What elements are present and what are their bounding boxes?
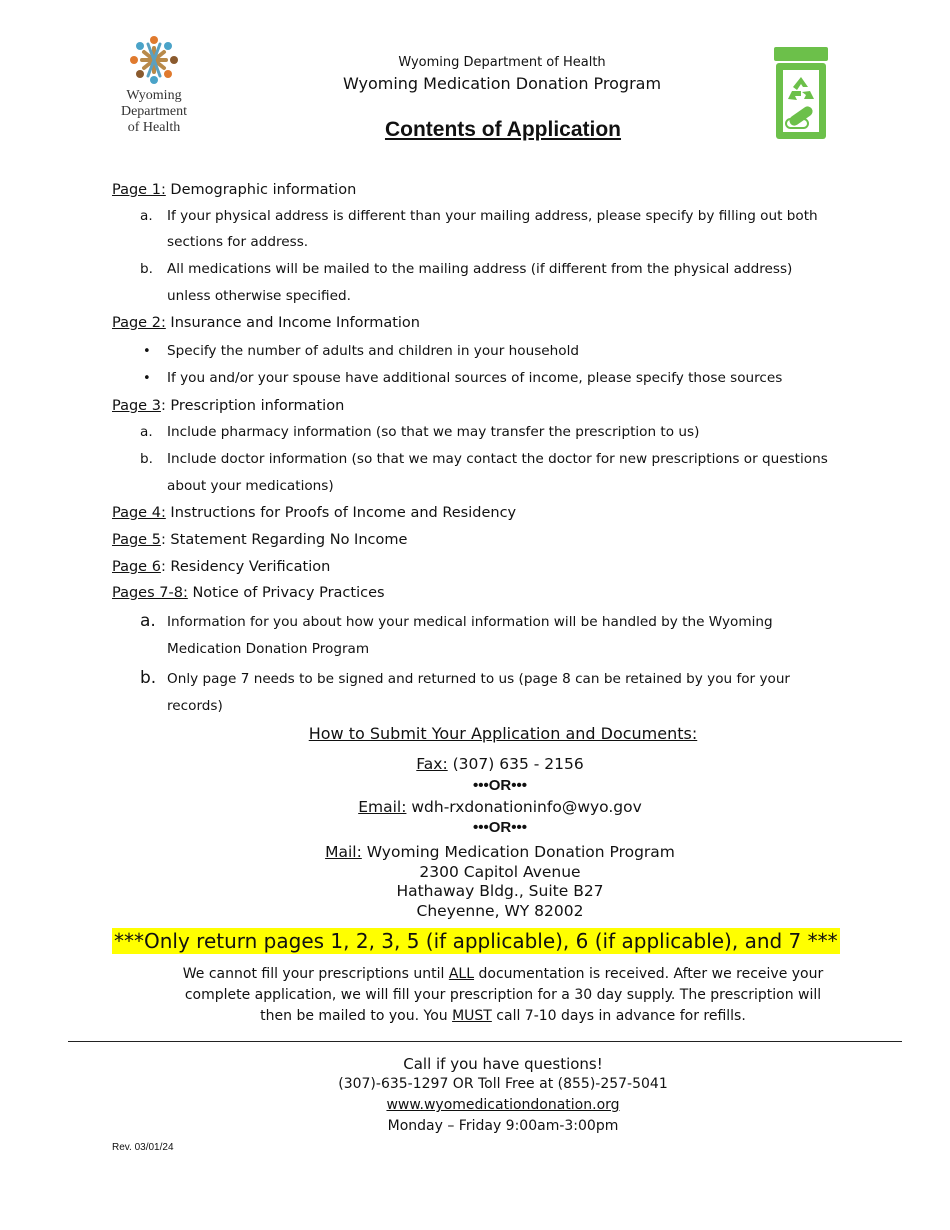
or-separator: •••OR••• xyxy=(472,777,527,794)
program-name: Wyoming Medication Donation Program xyxy=(342,74,662,93)
footer-phone: (307)-635-1297 OR Toll Free at (855)-257-5041 xyxy=(338,1076,668,1092)
section-page-4 xyxy=(112,503,516,523)
list-item-cont: unless otherwise specified. xyxy=(167,288,351,304)
footer-website xyxy=(0,1095,950,1116)
mail-street: 2300 Capitol Avenue xyxy=(419,863,581,881)
documentation-notice xyxy=(170,964,836,1027)
list-item-cont: sections for address. xyxy=(167,234,309,250)
bullet-icon: • xyxy=(143,371,151,386)
submit-heading: How to Submit Your Application and Documents: xyxy=(308,724,698,743)
email-address[interactable]: wdh-rxdonationinfo@wyo.gov xyxy=(406,798,642,816)
list-marker: b. xyxy=(140,451,153,467)
recycle-bottle-icon xyxy=(774,47,828,141)
section-pages-7-8 xyxy=(112,583,385,603)
fax-number: (307) 635 - 2156 xyxy=(447,755,584,773)
section-page-5 xyxy=(112,530,407,550)
list-marker: a. xyxy=(140,424,153,440)
fax-label: Fax: xyxy=(416,755,448,773)
section-text: : Residency Verification xyxy=(160,559,331,575)
mail-label: Mail: xyxy=(325,843,362,861)
logo-line: Wyoming xyxy=(126,88,182,103)
mail-recipient: Wyoming Medication Donation Program xyxy=(361,843,675,861)
mail-building: Hathaway Bldg., Suite B27 xyxy=(396,882,604,900)
section-page-2 xyxy=(112,313,420,333)
website-link[interactable]: www.wyomedicationdonation.org xyxy=(386,1097,620,1113)
page-label: Page 2: xyxy=(112,315,166,331)
page-label: Page 3 xyxy=(112,398,161,414)
page-label: Page 6 xyxy=(112,559,161,575)
list-marker: a. xyxy=(140,208,153,224)
section-page-6 xyxy=(112,557,330,577)
list-item: Specify the number of adults and children in your household xyxy=(167,343,579,359)
fax-line xyxy=(0,754,950,774)
section-page-1 xyxy=(112,180,356,200)
notice-text: documentation is received. After we receive your complete application, we will fill your prescription for a 30 day supply. The prescription will then be mailed to you. You xyxy=(184,966,824,1024)
list-item: Only page 7 needs to be signed and returned to us (page 8 can be retained by you for your xyxy=(167,671,791,687)
section-text: Notice of Privacy Practices xyxy=(187,585,385,601)
list-item: If your physical address is different than your mailing address, please specify by filling out both xyxy=(167,208,818,224)
list-marker: a. xyxy=(140,611,156,631)
section-page-3 xyxy=(112,396,344,416)
email-label: Email: xyxy=(358,798,407,816)
logo-line: of Health xyxy=(127,120,181,135)
revision-date: Rev. 03/01/24 xyxy=(112,1142,174,1153)
page-title: Contents of Application xyxy=(384,118,622,141)
list-item-cont: about your medications) xyxy=(167,478,334,494)
notice-emphasis: ALL xyxy=(448,966,475,982)
section-text: : Statement Regarding No Income xyxy=(160,532,408,548)
list-item-cont: Medication Donation Program xyxy=(167,641,370,657)
list-item-cont: records) xyxy=(167,698,223,714)
section-text: Demographic information xyxy=(165,182,357,198)
department-name: Wyoming Department of Health xyxy=(398,55,606,70)
footer-question: Call if you have questions! xyxy=(403,1055,603,1073)
list-item: Information for you about how your medical information will be handled by the Wyoming xyxy=(167,614,773,630)
list-item: All medications will be mailed to the mailing address (if different from the physical address) xyxy=(167,261,793,277)
logo-line: Department xyxy=(120,104,188,119)
return-pages-notice: ***Only return pages 1, 2, 3, 5 (if applicable), 6 (if applicable), and 7 *** xyxy=(114,929,838,953)
mail-line xyxy=(0,842,950,862)
page-label: Pages 7-8: xyxy=(112,585,188,601)
list-item: Include pharmacy information (so that we may transfer the prescription to us) xyxy=(167,424,700,440)
notice-text: call 7-10 days in advance for refills. xyxy=(491,1008,746,1024)
list-marker: b. xyxy=(140,668,157,688)
section-text: Instructions for Proofs of Income and Residency xyxy=(165,505,517,521)
section-text: Insurance and Income Information xyxy=(165,315,420,331)
page-label: Page 4: xyxy=(112,505,166,521)
list-item: Include doctor information (so that we may contact the doctor for new prescriptions or questions xyxy=(167,451,828,467)
page-label: Page 1: xyxy=(112,182,166,198)
page-label: Page 5 xyxy=(112,532,161,548)
email-line xyxy=(0,797,950,817)
section-text: : Prescription information xyxy=(160,398,345,414)
or-separator: •••OR••• xyxy=(472,819,527,836)
notice-emphasis: MUST xyxy=(452,1008,492,1024)
mail-city: Cheyenne, WY 82002 xyxy=(416,902,584,920)
bullet-icon: • xyxy=(143,344,151,359)
footer-hours: Monday – Friday 9:00am-3:00pm xyxy=(387,1118,619,1134)
list-marker: b. xyxy=(140,261,153,277)
divider xyxy=(68,1041,902,1042)
medication-recycle-logo xyxy=(774,47,828,141)
notice-text: We cannot fill your prescriptions until xyxy=(182,966,449,982)
list-item: If you and/or your spouse have additional sources of income, please specify those sources xyxy=(167,370,783,386)
